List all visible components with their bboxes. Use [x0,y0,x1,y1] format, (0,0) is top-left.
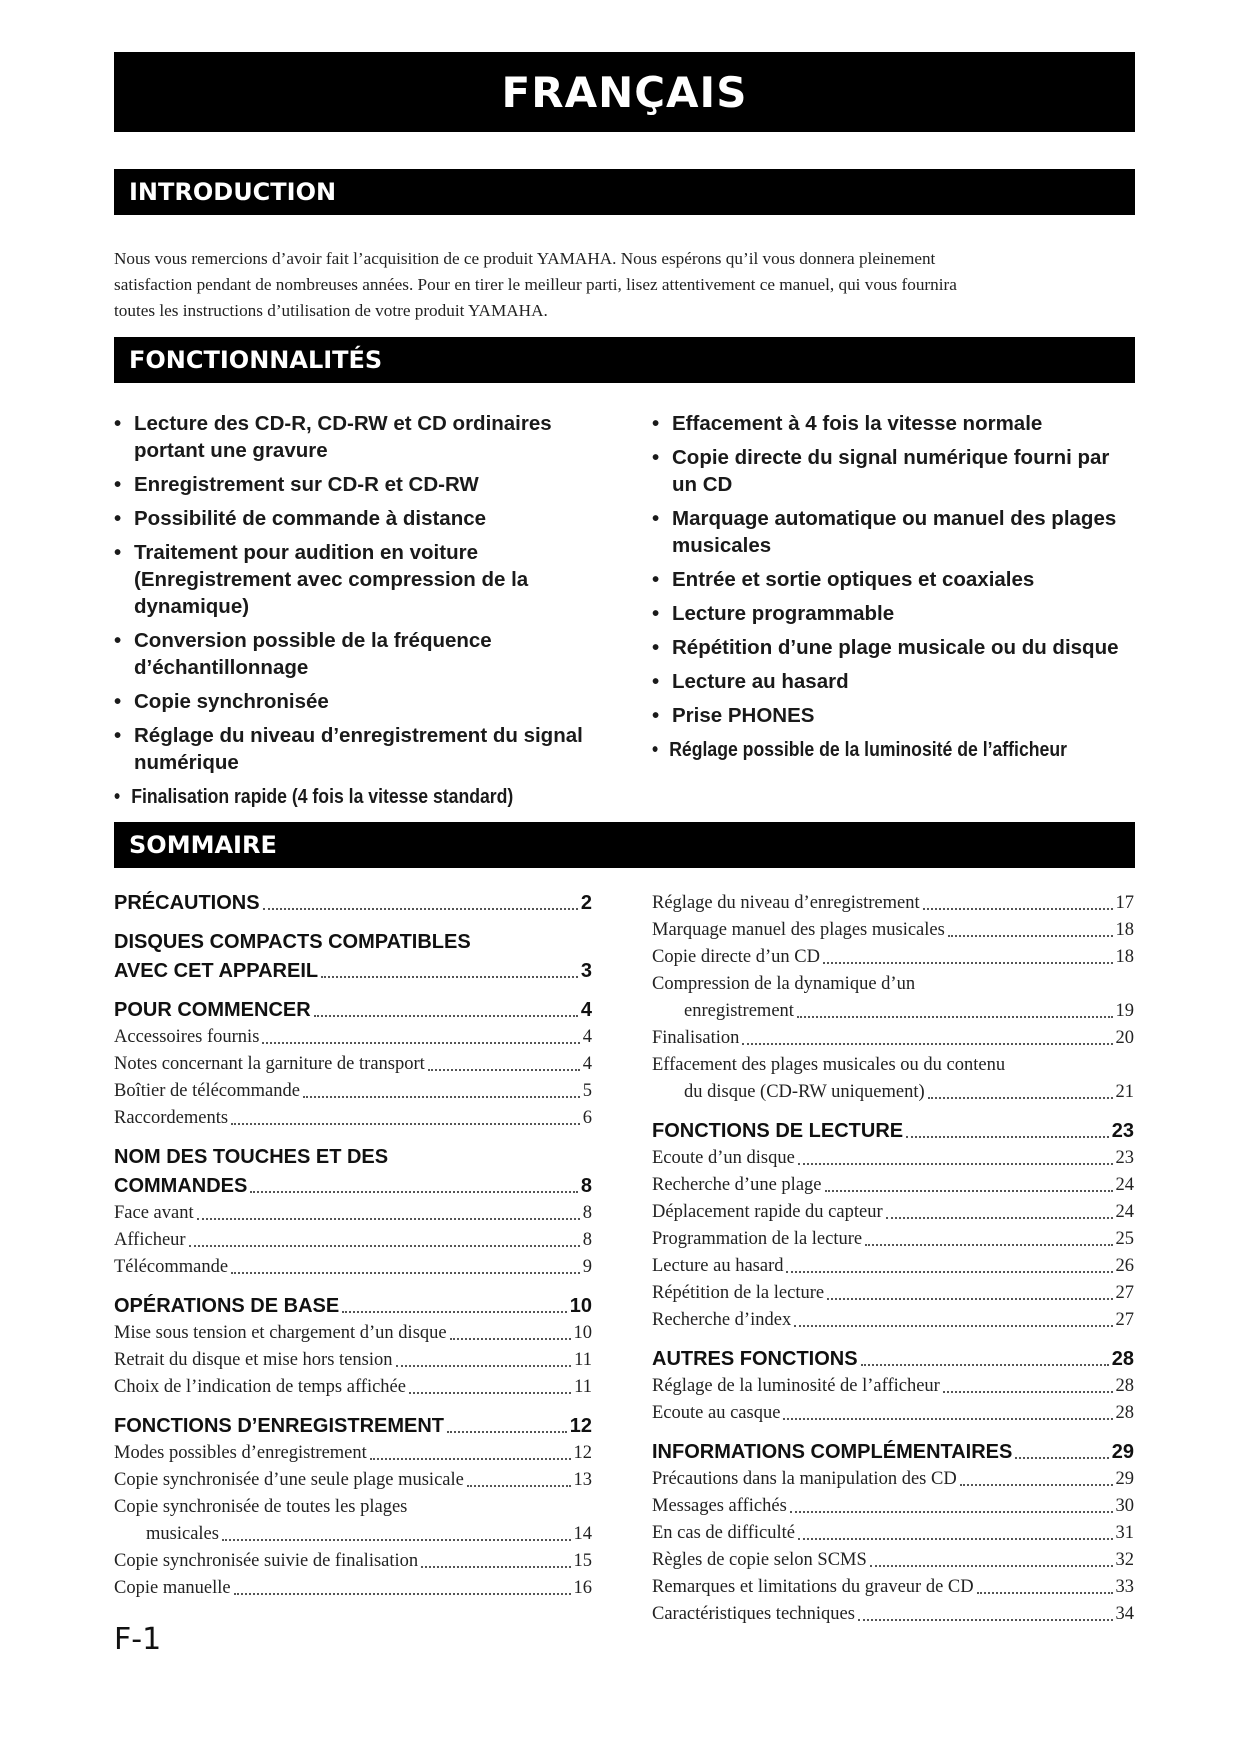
dot-leader [428,1069,580,1071]
toc-entry-label: OPÉRATIONS DE BASE [114,1295,340,1317]
toc-entry-label: Réglage de la luminosité de l’afficheur [652,1376,940,1396]
toc-entry-label: Remarques et limitations du graveur de CD [652,1577,974,1597]
toc-page-number: 12 [569,1415,592,1437]
toc-page-number: 10 [573,1323,592,1343]
toc-entry-label: Précautions dans la manipulation des CD [652,1469,957,1489]
toc-page-number: 32 [1115,1550,1134,1570]
toc-page-number: 21 [1115,1082,1134,1102]
toc-entry-row[interactable] [114,1521,592,1548]
intro-line: toutes les instructions d’utilisation de votre produit YAMAHA. [114,301,548,320]
features-list-left [114,410,614,817]
dot-leader [314,1015,578,1017]
feature-item: • Traitement pour audition en voiture (Enregistrement avec compression de la dynamique) [114,539,614,620]
toc-entry-row[interactable] [652,917,1134,944]
toc-page-number: 25 [1115,1229,1134,1249]
toc-entry-label: musicales [146,1524,219,1544]
dot-leader [798,1163,1113,1165]
feature-item: • Répétition d’une plage musicale ou du disque [652,634,1132,661]
toc-page-number: 8 [582,1230,592,1250]
toc-heading-row[interactable] [114,997,592,1024]
toc-entry-row[interactable] [652,1493,1134,1520]
dot-leader [263,908,578,910]
dot-leader [977,1592,1113,1594]
toc-entry-label: du disque (CD-RW uniquement) [684,1082,925,1102]
toc-entry-label: Effacement des plages musicales ou du contenu [652,1055,1006,1075]
toc-entry-row[interactable] [114,1440,592,1467]
toc-page-number: 24 [1115,1202,1134,1222]
feature-item: • Enregistrement sur CD-R et CD-RW [114,471,614,498]
toc-entry-label: Télécommande [114,1257,229,1277]
toc-entry-label: Copie synchronisée suivie de finalisation [114,1551,419,1571]
toc-page-number: 11 [574,1377,592,1397]
toc-page-number: 2 [580,892,592,914]
toc-page-number: 18 [1115,947,1134,967]
toc-entry-row[interactable] [652,1574,1134,1601]
dot-leader [923,908,1113,910]
dot-leader [447,1431,567,1433]
toc-page-number: 10 [569,1295,592,1317]
dot-leader [943,1391,1113,1393]
dot-leader [231,1123,580,1125]
introduction-text [114,246,1135,324]
toc-entry-label: Caractéristiques techniques [652,1604,855,1624]
toc-page-number: 16 [573,1578,592,1598]
feature-item: • Réglage possible de la luminosité de l’afficheur [652,736,1159,763]
toc-page-number: 4 [580,999,592,1021]
toc-entry-row[interactable] [652,1520,1134,1547]
toc-entry-label: Notes concernant la garniture de transport [114,1054,425,1074]
toc-page-number: 33 [1115,1577,1134,1597]
toc-entry-row[interactable] [652,1373,1134,1400]
dot-leader [231,1272,580,1274]
toc-page-number: 14 [573,1524,592,1544]
toc-entry-label: AUTRES FONCTIONS [652,1348,858,1370]
toc-entry-row[interactable] [114,1548,592,1575]
dot-leader [906,1136,1109,1138]
toc-entry-row[interactable] [652,890,1134,917]
dot-leader [742,1043,1112,1045]
dot-leader [189,1245,580,1247]
toc-entry-row[interactable] [114,1051,592,1078]
toc-entry-label: Copie directe d’un CD [652,947,820,967]
toc-page-number: 17 [1115,893,1134,913]
toc-entry-label: PRÉCAUTIONS [114,892,260,914]
dot-leader [409,1392,571,1394]
dot-leader [865,1244,1112,1246]
toc-page-number: 27 [1115,1310,1134,1330]
toc-entry-row[interactable] [652,1601,1134,1628]
toc-entry-label: enregistrement [684,1001,794,1021]
toc-entry-label: NOM DES TOUCHES ET DES [114,1146,389,1168]
dot-leader [960,1484,1113,1486]
toc-heading-row[interactable] [114,1413,592,1440]
dot-leader [467,1485,571,1487]
toc-page-number: 24 [1115,1175,1134,1195]
dot-leader [928,1097,1113,1099]
dot-leader [861,1364,1109,1366]
toc-entry-label: Choix de l’indication de temps affichée [114,1377,406,1397]
toc-entry-row[interactable] [114,1347,592,1374]
feature-item: • Possibilité de commande à distance [114,505,614,532]
toc-page-number: 13 [573,1470,592,1490]
feature-item: • Finalisation rapide (4 fois la vitesse standard) [114,783,578,810]
toc-page-number: 6 [582,1108,592,1128]
feature-item: • Copie synchronisée [114,688,614,715]
toc-page-number: 28 [1115,1403,1134,1423]
intro-line: satisfaction pendant de nombreuses années. Pour en tirer le meilleur parti, lisez attentivement ce manuel, qui vous fournira [114,275,957,294]
toc-entry-row[interactable] [652,1253,1134,1280]
toc-page-number: 20 [1115,1028,1134,1048]
feature-item: • Marquage automatique ou manuel des plages musicales [652,505,1132,559]
toc-entry-label: Recherche d’index [652,1310,792,1330]
toc-entry-label: Copie synchronisée d’une seule plage musicale [114,1470,464,1490]
toc-entry-label: Recherche d’une plage [652,1175,822,1195]
toc-entry-row[interactable] [652,1226,1134,1253]
feature-item: • Entrée et sortie optiques et coaxiales [652,566,1132,593]
toc-entry-row[interactable] [652,1280,1134,1307]
toc-page-number: 19 [1115,1001,1134,1021]
dot-leader [886,1217,1113,1219]
table-of-contents-left [114,890,592,1602]
dot-leader [827,1298,1112,1300]
toc-entry-label: Copie synchronisée de toutes les plages [114,1497,408,1517]
toc-entry-row[interactable] [652,1307,1134,1334]
toc-entry-row[interactable] [114,1575,592,1602]
dot-leader [262,1042,579,1044]
toc-entry-label: Lecture au hasard [652,1256,784,1276]
toc-entry-row[interactable] [652,1145,1134,1172]
toc-page-number: 9 [582,1257,592,1277]
toc-entry-row[interactable] [114,1078,592,1105]
toc-page-number: 26 [1115,1256,1134,1276]
toc-page-number: 15 [573,1551,592,1571]
toc-entry-label: COMMANDES [114,1175,248,1197]
toc-entry-label: Copie manuelle [114,1578,231,1598]
toc-entry-label: Face avant [114,1203,194,1223]
feature-item: • Lecture au hasard [652,668,1132,695]
toc-page-number: 29 [1115,1469,1134,1489]
toc-heading-row[interactable] [114,1293,592,1320]
toc-entry-label: Programmation de la lecture [652,1229,863,1249]
dot-leader [197,1218,580,1220]
dot-leader [250,1191,578,1193]
toc-entry-label: FONCTIONS DE LECTURE [652,1120,904,1142]
toc-page-number: 34 [1115,1604,1134,1624]
dot-leader [370,1458,571,1460]
feature-item: • Conversion possible de la fréquence d’échantillonnage [114,627,614,681]
toc-entry-row[interactable] [652,944,1134,971]
feature-item: • Lecture programmable [652,600,1132,627]
toc-page-number: 4 [582,1027,592,1047]
dot-leader [790,1511,1113,1513]
toc-entry-row[interactable] [652,1025,1134,1052]
toc-heading-row[interactable] [114,890,592,917]
table-of-contents-right [652,890,1134,1628]
section-heading-features: FONCTIONNALITÉS [114,337,1135,383]
toc-entry-row[interactable] [114,1227,592,1254]
toc-page-number: 31 [1115,1523,1134,1543]
toc-entry-label: En cas de difficulté [652,1523,795,1543]
toc-entry-label: Mise sous tension et chargement d’un disque [114,1323,447,1343]
toc-entry-label: Afficheur [114,1230,186,1250]
toc-page-number: 8 [582,1203,592,1223]
toc-page-number: 23 [1111,1120,1134,1142]
toc-entry-row[interactable] [652,1172,1134,1199]
intro-line: Nous vous remercions d’avoir fait l’acquisition de ce produit YAMAHA. Nous espérons qu’il vous donnera pleinement [114,249,936,268]
toc-entry-row[interactable] [114,1105,592,1132]
dot-leader [823,962,1113,964]
toc-entry-label: AVEC CET APPAREIL [114,960,319,982]
toc-page-number: 28 [1115,1376,1134,1396]
toc-page-number: 3 [580,960,592,982]
feature-item: • Effacement à 4 fois la vitesse normale [652,410,1132,437]
toc-entry-label: Réglage du niveau d’enregistrement [652,893,920,913]
feature-item: • Copie directe du signal numérique fourni par un CD [652,444,1132,498]
dot-leader [948,935,1113,937]
dot-leader [222,1539,571,1541]
toc-entry-row[interactable] [114,1024,592,1051]
dot-leader [794,1325,1112,1327]
dot-leader [303,1096,580,1098]
toc-entry-label: Messages affichés [652,1496,787,1516]
toc-entry-row[interactable] [114,1467,592,1494]
page-title: FRANÇAIS [114,52,1135,132]
toc-page-number: 30 [1115,1496,1134,1516]
toc-page-number: 12 [573,1443,592,1463]
dot-leader [342,1311,567,1313]
dot-leader [825,1190,1113,1192]
toc-page-number: 18 [1115,920,1134,940]
toc-entry-row[interactable] [114,1200,592,1227]
toc-entry-label: Répétition de la lecture [652,1283,825,1303]
toc-page-number: 27 [1115,1283,1134,1303]
toc-entry-label: Raccordements [114,1108,229,1128]
dot-leader [1015,1457,1108,1459]
toc-entry-row[interactable] [652,1547,1134,1574]
features-list-right [652,410,1132,770]
dot-leader [783,1418,1112,1420]
toc-heading-row[interactable] [652,1118,1134,1145]
toc-heading-row[interactable] [652,1439,1134,1466]
toc-page-number: 29 [1111,1441,1134,1463]
feature-item: • Lecture des CD-R, CD-RW et CD ordinaires portant une gravure [114,410,614,464]
toc-entry-label: Ecoute d’un disque [652,1148,795,1168]
toc-entry-label: Ecoute au casque [652,1403,781,1423]
toc-entry-row[interactable] [652,1199,1134,1226]
toc-entry-label: Compression de la dynamique d’un [652,974,916,994]
section-heading-introduction: INTRODUCTION [114,169,1135,215]
toc-heading-row[interactable] [114,958,592,985]
toc-heading-row[interactable] [652,1346,1134,1373]
toc-page-number: 5 [582,1081,592,1101]
dot-leader [421,1566,570,1568]
toc-page-number: 28 [1111,1348,1134,1370]
dot-leader [870,1565,1113,1567]
toc-entry-row[interactable] [652,1466,1134,1493]
toc-entry-label: Retrait du disque et mise hors tension [114,1350,393,1370]
toc-entry-label: Modes possibles d’enregistrement [114,1443,367,1463]
toc-entry-label: DISQUES COMPACTS COMPATIBLES [114,931,471,953]
dot-leader [858,1619,1113,1621]
dot-leader [396,1365,572,1367]
toc-entry-row[interactable] [114,1320,592,1347]
toc-page-number: 23 [1115,1148,1134,1168]
toc-entry-row[interactable] [652,998,1134,1025]
dot-leader [798,1538,1113,1540]
toc-entry-label: Accessoires fournis [114,1027,260,1047]
toc-page-number: 4 [582,1054,592,1074]
toc-entry-label: Règles de copie selon SCMS [652,1550,867,1570]
toc-entry-label: Boîtier de télécommande [114,1081,300,1101]
dot-leader [786,1271,1112,1273]
toc-entry-label: Marquage manuel des plages musicales [652,920,945,940]
dot-leader [321,976,578,978]
toc-entry-row[interactable] [652,1400,1134,1427]
feature-item: • Prise PHONES [652,702,1132,729]
toc-entry-label: Déplacement rapide du capteur [652,1202,883,1222]
dot-leader [234,1593,571,1595]
toc-entry-row[interactable] [114,1254,592,1281]
dot-leader [450,1338,571,1340]
dot-leader [797,1016,1113,1018]
toc-entry-label: POUR COMMENCER [114,999,311,1021]
toc-entry-label: INFORMATIONS COMPLÉMENTAIRES [652,1441,1013,1463]
toc-entry-label: FONCTIONS D’ENREGISTREMENT [114,1415,445,1437]
toc-entry-label: Finalisation [652,1028,740,1048]
page-number: F-1 [114,1622,162,1657]
toc-entry-row[interactable] [114,1374,592,1401]
toc-entry-row[interactable] [652,1079,1134,1106]
toc-page-number: 11 [574,1350,592,1370]
feature-item: • Réglage du niveau d’enregistrement du signal numérique [114,722,614,776]
toc-heading-row[interactable] [114,1173,592,1200]
toc-page-number: 8 [580,1175,592,1197]
section-heading-contents: SOMMAIRE [114,822,1135,868]
